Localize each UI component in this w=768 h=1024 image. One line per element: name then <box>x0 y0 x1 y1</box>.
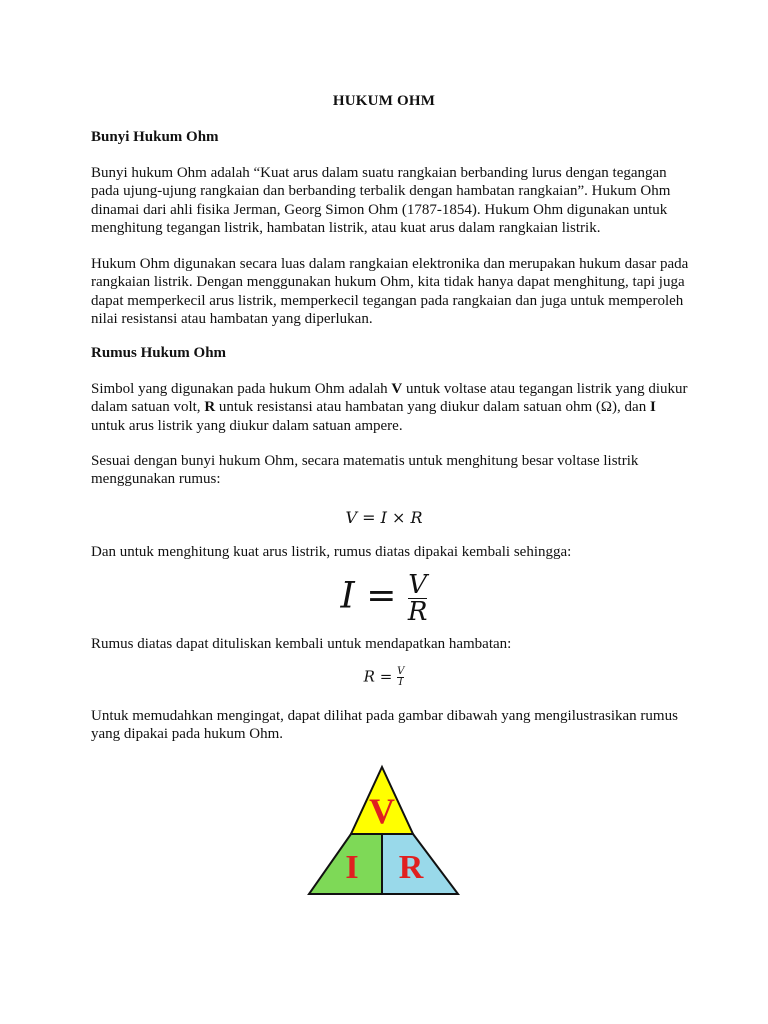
heading-rumus-hukum-ohm: Rumus Hukum Ohm <box>91 345 227 361</box>
triangle-label-r: R <box>398 849 424 886</box>
formula-resistance-numerator: V <box>397 666 405 677</box>
paragraph-kuat-arus: Dan untuk menghitung kuat arus listrik, rumus diatas dipakai kembali sehingga: <box>91 544 572 560</box>
heading-bunyi-hukum-ohm: Bunyi Hukum Ohm <box>91 129 219 145</box>
simbol-text-a: Simbol yang digunakan pada hukum Ohm adalah <box>91 381 392 397</box>
formula-resistance-equals: = <box>379 667 393 686</box>
formula-resistance-fraction <box>397 667 404 688</box>
formula-current-fraction <box>408 572 428 625</box>
paragraph-hambatan: Rumus diatas dapat dituliskan kembali untuk mendapatkan hambatan: <box>91 636 512 652</box>
simbol-text-c: untuk voltase atau tegangan listrik yang diukur dalam satuan volt, <box>91 381 688 416</box>
simbol-r-bold: R <box>204 399 216 416</box>
formula-voltage-i: I <box>380 508 387 527</box>
formula-voltage-times: × <box>392 508 406 527</box>
triangle-label-v: V <box>369 791 395 831</box>
formula-voltage-r: R <box>410 508 423 527</box>
paragraph-simbol <box>91 380 691 435</box>
ohm-triangle-diagram <box>300 760 468 900</box>
paragraph-sesuai: Sesuai dengan bunyi hukum Ohm, secara matematis untuk menghitung besar voltase listrik menggunakan rumus: <box>91 453 639 488</box>
simbol-text-e: untuk resistansi atau hambatan yang diukur dalam satuan ohm (Ω), dan <box>215 399 650 416</box>
formula-resistance-denominator: I <box>398 677 403 688</box>
formula-voltage <box>0 508 768 527</box>
formula-current-equals: = <box>366 575 397 617</box>
simbol-text-g: untuk arus listrik yang diukur dalam satuan ampere. <box>91 417 403 434</box>
formula-voltage-lhs: V <box>345 508 357 527</box>
document-title: HUKUM OHM <box>332 93 436 109</box>
paragraph-penggunaan: Hukum Ohm digunakan secara luas dalam rangkaian elektronika dan merupakan hukum dasar pada rangkaian listrik. Dengan menggunakan hukum Ohm, kita tidak hanya dapat menghitung, tapi juga dapat memperkecil arus listrik, memperkecil tegangan pada rangkaian dan juga untuk memperoleh nilai resistansi atau hambatan yang diperlukan. <box>91 256 689 327</box>
formula-resistance-lhs: R <box>363 667 375 686</box>
formula-resistance <box>0 667 768 688</box>
paragraph-memudahkan: Untuk memudahkan mengingat, dapat dilihat pada gambar dibawah yang mengilustrasikan rumus yang dipakai pada hukum Ohm. <box>91 708 678 743</box>
formula-current-numerator: V <box>408 570 428 600</box>
formula-current <box>0 572 768 625</box>
simbol-i-bold: I <box>649 399 656 416</box>
formula-current-lhs: I <box>340 575 355 617</box>
triangle-label-i: I <box>345 849 359 886</box>
paragraph-bunyi: Bunyi hukum Ohm adalah “Kuat arus dalam suatu rangkaian berbanding lurus dengan tegangan pada ujung-ujung rangkaian dan berbanding terbalik dengan hambatan rangkaian”. Hukum Ohm dinamai dari ahli fisika Jerman, Georg Simon Ohm (1787-1854). Hukum Ohm digunakan untuk menghitung tegangan listrik, hambatan listrik, atau kuat arus dalam rangkaian listrik. <box>91 165 671 236</box>
formula-voltage-equals: = <box>362 508 376 527</box>
simbol-v-bold: V <box>391 381 403 397</box>
formula-current-denominator: R <box>407 597 428 627</box>
